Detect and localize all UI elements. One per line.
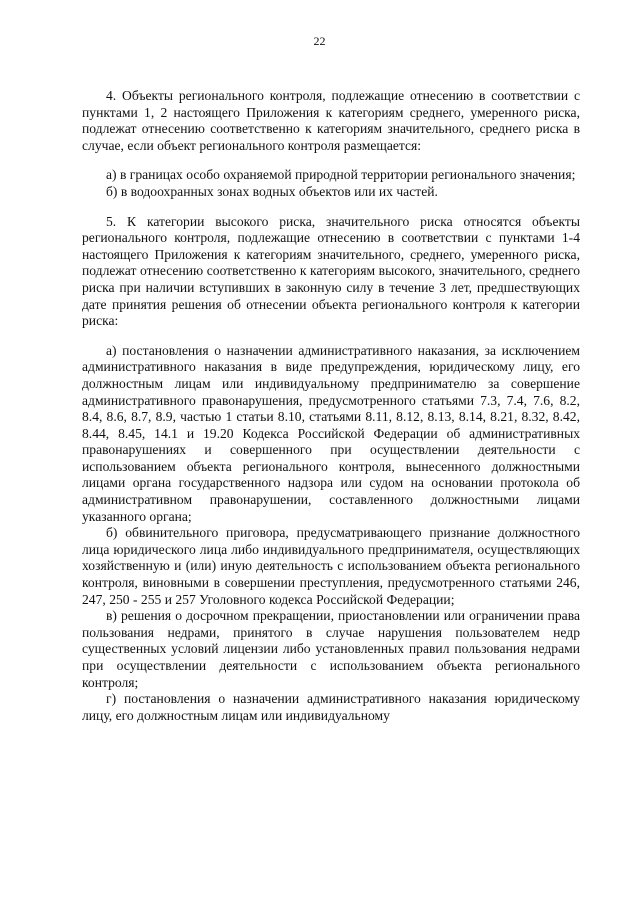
- paragraph-5: 5. К категории высокого риска, значительного риска относятся объекты регионального контроля, подлежащие отнесению в соответствии с пунктами 1-4 настоящего Приложения к категориям значительного, среднего, умеренного риска, подлежат отнесению соответственно к категориям высокого, значительного, среднего риска при наличии вступивших в законную силу в течение 3 лет, предшествующих дате принятия решения об отнесении объекта регионального контроля к категории риска:: [82, 213, 580, 329]
- paragraph-4: 4. Объекты регионального контроля, подлежащие отнесению в соответствии с пунктами 1, 2 настоящего Приложения к категориям среднего, умеренного риска, подлежат отнесению соответственно к категориям значительного, среднего риска в случае, если объект регионального контроля размещается:: [82, 88, 580, 153]
- paragraph-4b: б) в водоохранных зонах водных объектов или их частей.: [106, 183, 438, 199]
- paragraph-4a: а) в границах особо охраняемой природной территории регионального значения;: [106, 167, 576, 183]
- paragraph-5a: а) постановления о назначении административного наказания, за исключением административного наказания в виде предупреждения, юридическому лицу, его должностным лицам или индивидуальному предпринимателю за совершение административного правонарушения, предусмотренного статьями 7.3, 7.4, 7.6, 8.2, 8.4, 8.6, 8.7, 8.9, частью 1 статьи 8.10, статьями 8.11, 8.12, 8.13, 8.14, 8.21, 8.32, 8.42, 8.44, 8.45, 14.1 и 19.20 Кодекса Российской Федерации об административных правонарушениях и совершенного при осуществлении деятельности с использованием объекта регионального контроля, вынесенного должностными лицами органа государственного надзора или судом на основании протокола об административном правонарушении, составленного должностными лицами указанного органа;: [82, 342, 580, 524]
- paragraph-5b: б) обвинительного приговора, предусматривающего признание должностного лица юридического лица либо индивидуального предпринимателя, осуществляющих хозяйственную и (или) иную деятельность с использованием объекта регионального контроля, виновными в совершении преступления, предусмотренного статьями 246, 247, 250 - 255 и 257 Уголовного кодекса Российской Федерации;: [82, 525, 580, 607]
- paragraph-5v: в) решения о досрочном прекращении, приостановлении или ограничении права пользования недрами, принятого в случае нарушения пользователем недр существенных условий лицензии либо установленных правил пользования недрами при осуществлении деятельности с использованием объекта регионального контроля;: [82, 608, 580, 690]
- page-number: 22: [313, 34, 326, 48]
- document-body: [82, 88, 580, 724]
- paragraph-5g: г) постановления о назначении административного наказания юридическому лицу, его должностным лицам или индивидуальному: [82, 691, 580, 723]
